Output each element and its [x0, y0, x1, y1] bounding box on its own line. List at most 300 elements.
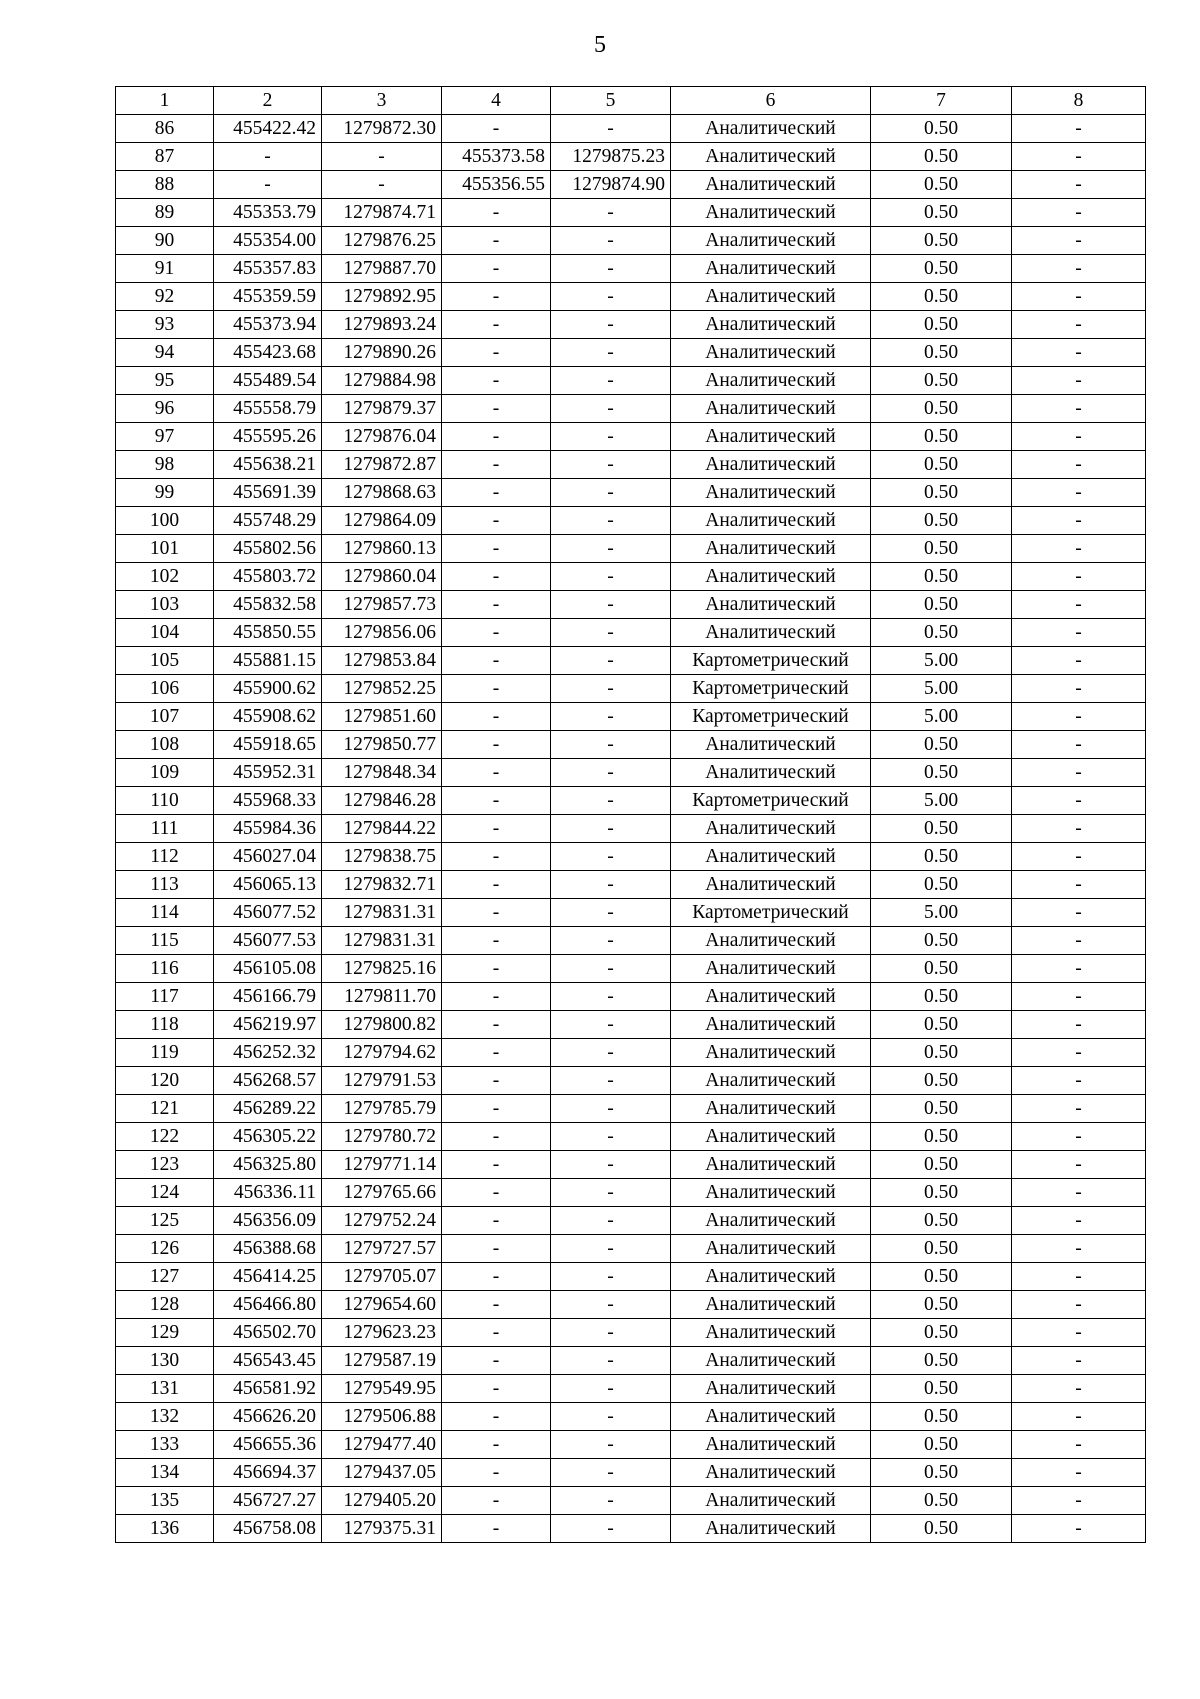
- table-cell: 128: [116, 1291, 214, 1319]
- table-cell: Аналитический: [671, 1431, 871, 1459]
- table-cell: 129: [116, 1319, 214, 1347]
- table-cell: -: [551, 731, 671, 759]
- table-cell: -: [442, 787, 551, 815]
- table-cell: -: [551, 591, 671, 619]
- table-cell: 1279868.63: [322, 479, 442, 507]
- table-cell: -: [442, 1095, 551, 1123]
- table-row: [116, 1263, 1146, 1291]
- table-row: [116, 451, 1146, 479]
- table-cell: -: [551, 1039, 671, 1067]
- table-cell: -: [442, 115, 551, 143]
- table-cell: -: [442, 563, 551, 591]
- table-cell: Аналитический: [671, 171, 871, 199]
- table-row: [116, 171, 1146, 199]
- table-row: [116, 731, 1146, 759]
- table-cell: 455354.00: [214, 227, 322, 255]
- table-cell: -: [442, 675, 551, 703]
- table-cell: -: [442, 367, 551, 395]
- table-cell: Аналитический: [671, 955, 871, 983]
- table-cell: 115: [116, 927, 214, 955]
- table-cell: 117: [116, 983, 214, 1011]
- table-cell: -: [551, 983, 671, 1011]
- table-cell: Аналитический: [671, 1347, 871, 1375]
- table-row: [116, 1459, 1146, 1487]
- table-cell: -: [551, 871, 671, 899]
- table-cell: 456105.08: [214, 955, 322, 983]
- table-cell: -: [214, 143, 322, 171]
- table-row: [116, 423, 1146, 451]
- table-row: [116, 255, 1146, 283]
- table-cell: -: [442, 339, 551, 367]
- table-cell: 91: [116, 255, 214, 283]
- table-cell: -: [551, 1403, 671, 1431]
- table-cell: -: [1012, 423, 1146, 451]
- table-cell: 130: [116, 1347, 214, 1375]
- table-cell: 455373.94: [214, 311, 322, 339]
- table-cell: -: [551, 451, 671, 479]
- table-cell: 455881.15: [214, 647, 322, 675]
- table-cell: Аналитический: [671, 227, 871, 255]
- table-cell: -: [551, 199, 671, 227]
- column-header: 4: [442, 87, 551, 115]
- table-row: [116, 479, 1146, 507]
- table-row: [116, 339, 1146, 367]
- table-cell: 5.00: [871, 647, 1012, 675]
- table-cell: -: [442, 927, 551, 955]
- table-cell: 455357.83: [214, 255, 322, 283]
- table-cell: -: [442, 871, 551, 899]
- table-cell: 100: [116, 507, 214, 535]
- table-cell: -: [1012, 563, 1146, 591]
- table-cell: -: [1012, 311, 1146, 339]
- table-header-row: [116, 87, 1146, 115]
- table-cell: 456336.11: [214, 1179, 322, 1207]
- table-cell: -: [551, 1011, 671, 1039]
- table-cell: 0.50: [871, 927, 1012, 955]
- table-cell: 0.50: [871, 1179, 1012, 1207]
- table-cell: 1279872.30: [322, 115, 442, 143]
- table-cell: 1279887.70: [322, 255, 442, 283]
- table-cell: -: [1012, 787, 1146, 815]
- table-cell: 0.50: [871, 1375, 1012, 1403]
- table-cell: -: [1012, 507, 1146, 535]
- table-cell: 126: [116, 1235, 214, 1263]
- table-cell: Аналитический: [671, 1179, 871, 1207]
- table-cell: 104: [116, 619, 214, 647]
- table-cell: 455748.29: [214, 507, 322, 535]
- table-cell: 99: [116, 479, 214, 507]
- table-cell: 90: [116, 227, 214, 255]
- table-cell: 124: [116, 1179, 214, 1207]
- table-cell: 1279874.71: [322, 199, 442, 227]
- table-cell: Аналитический: [671, 1039, 871, 1067]
- table-cell: -: [551, 1263, 671, 1291]
- table-cell: -: [442, 1431, 551, 1459]
- table-cell: 455373.58: [442, 143, 551, 171]
- table-cell: 1279850.77: [322, 731, 442, 759]
- table-cell: -: [1012, 1459, 1146, 1487]
- table-cell: 0.50: [871, 199, 1012, 227]
- table-row: [116, 619, 1146, 647]
- table-cell: 122: [116, 1123, 214, 1151]
- table-cell: Аналитический: [671, 1515, 871, 1543]
- table-row: [116, 311, 1146, 339]
- table-cell: 1279477.40: [322, 1431, 442, 1459]
- table-cell: -: [551, 843, 671, 871]
- table-cell: 1279838.75: [322, 843, 442, 871]
- table-cell: 102: [116, 563, 214, 591]
- table-cell: -: [442, 1011, 551, 1039]
- table-cell: 456502.70: [214, 1319, 322, 1347]
- table-cell: -: [1012, 451, 1146, 479]
- table-cell: 0.50: [871, 451, 1012, 479]
- table-row: [116, 647, 1146, 675]
- table-cell: 134: [116, 1459, 214, 1487]
- table-cell: -: [442, 479, 551, 507]
- table-cell: 0.50: [871, 843, 1012, 871]
- table-cell: Аналитический: [671, 1319, 871, 1347]
- table-cell: 0.50: [871, 283, 1012, 311]
- table-cell: -: [551, 1459, 671, 1487]
- table-cell: Аналитический: [671, 731, 871, 759]
- table-cell: -: [1012, 1011, 1146, 1039]
- table-row: [116, 871, 1146, 899]
- table-cell: 456077.52: [214, 899, 322, 927]
- table-cell: Аналитический: [671, 843, 871, 871]
- table-cell: Картометрический: [671, 787, 871, 815]
- table-cell: 455353.79: [214, 199, 322, 227]
- table-cell: -: [551, 1151, 671, 1179]
- table-cell: 456356.09: [214, 1207, 322, 1235]
- table-cell: 113: [116, 871, 214, 899]
- table-cell: 0.50: [871, 339, 1012, 367]
- table-row: [116, 899, 1146, 927]
- table-cell: -: [551, 1487, 671, 1515]
- table-cell: 456166.79: [214, 983, 322, 1011]
- table-cell: 125: [116, 1207, 214, 1235]
- table-cell: Аналитический: [671, 479, 871, 507]
- table-cell: 97: [116, 423, 214, 451]
- table-cell: 5.00: [871, 787, 1012, 815]
- table-cell: -: [1012, 1095, 1146, 1123]
- table-cell: 1279785.79: [322, 1095, 442, 1123]
- table-cell: -: [322, 143, 442, 171]
- table-cell: Картометрический: [671, 647, 871, 675]
- table-cell: 1279879.37: [322, 395, 442, 423]
- table-row: [116, 1347, 1146, 1375]
- table-cell: -: [1012, 675, 1146, 703]
- table-cell: 1279860.04: [322, 563, 442, 591]
- table-cell: Аналитический: [671, 1263, 871, 1291]
- table-cell: Аналитический: [671, 1095, 871, 1123]
- table-cell: 86: [116, 115, 214, 143]
- table-cell: 1279832.71: [322, 871, 442, 899]
- table-cell: 0.50: [871, 563, 1012, 591]
- table-cell: 456219.97: [214, 1011, 322, 1039]
- table-cell: -: [442, 1123, 551, 1151]
- table-cell: -: [1012, 367, 1146, 395]
- table-cell: -: [551, 479, 671, 507]
- table-cell: -: [442, 1515, 551, 1543]
- table-cell: -: [1012, 871, 1146, 899]
- table-cell: 92: [116, 283, 214, 311]
- table-cell: 1279654.60: [322, 1291, 442, 1319]
- table-cell: -: [551, 395, 671, 423]
- table-cell: 1279794.62: [322, 1039, 442, 1067]
- table-cell: 0.50: [871, 1067, 1012, 1095]
- table-cell: Аналитический: [671, 1207, 871, 1235]
- table-cell: 1279800.82: [322, 1011, 442, 1039]
- table-row: [116, 199, 1146, 227]
- table-row: [116, 675, 1146, 703]
- table-cell: Аналитический: [671, 563, 871, 591]
- table-cell: -: [551, 507, 671, 535]
- table-cell: 1279623.23: [322, 1319, 442, 1347]
- table-cell: 455900.62: [214, 675, 322, 703]
- table-cell: 1279844.22: [322, 815, 442, 843]
- table-cell: -: [551, 1095, 671, 1123]
- table-cell: -: [551, 1123, 671, 1151]
- table-cell: -: [1012, 1235, 1146, 1263]
- table-cell: 1279892.95: [322, 283, 442, 311]
- table-cell: -: [1012, 1375, 1146, 1403]
- column-header: 5: [551, 87, 671, 115]
- table-row: [116, 1431, 1146, 1459]
- table-cell: 455422.42: [214, 115, 322, 143]
- table-cell: Аналитический: [671, 1403, 871, 1431]
- table-cell: 1279705.07: [322, 1263, 442, 1291]
- table-cell: 456252.32: [214, 1039, 322, 1067]
- table-row: [116, 955, 1146, 983]
- table-cell: 456655.36: [214, 1431, 322, 1459]
- table-row: [116, 927, 1146, 955]
- table-cell: -: [442, 1403, 551, 1431]
- table-cell: 121: [116, 1095, 214, 1123]
- table-cell: Аналитический: [671, 1067, 871, 1095]
- table-cell: 1279780.72: [322, 1123, 442, 1151]
- table-cell: -: [551, 927, 671, 955]
- table-cell: 0.50: [871, 1487, 1012, 1515]
- table-cell: 89: [116, 199, 214, 227]
- table-cell: 0.50: [871, 115, 1012, 143]
- table-cell: -: [551, 563, 671, 591]
- table-row: [116, 115, 1146, 143]
- table-cell: -: [442, 311, 551, 339]
- table-cell: 455558.79: [214, 395, 322, 423]
- table-cell: 0.50: [871, 143, 1012, 171]
- table-row: [116, 535, 1146, 563]
- table-cell: 107: [116, 703, 214, 731]
- table-cell: 456581.92: [214, 1375, 322, 1403]
- table-cell: -: [442, 1067, 551, 1095]
- table-cell: Аналитический: [671, 339, 871, 367]
- table-cell: 456077.53: [214, 927, 322, 955]
- table-cell: Аналитический: [671, 927, 871, 955]
- table-cell: -: [551, 899, 671, 927]
- table-cell: -: [1012, 1039, 1146, 1067]
- table-cell: 0.50: [871, 731, 1012, 759]
- table-cell: Аналитический: [671, 423, 871, 451]
- table-cell: Аналитический: [671, 1123, 871, 1151]
- table-cell: 455908.62: [214, 703, 322, 731]
- table-cell: Аналитический: [671, 535, 871, 563]
- table-cell: 0.50: [871, 1011, 1012, 1039]
- table-cell: 0.50: [871, 311, 1012, 339]
- table-cell: -: [1012, 171, 1146, 199]
- table-cell: 456065.13: [214, 871, 322, 899]
- table-cell: -: [551, 255, 671, 283]
- table-cell: 0.50: [871, 507, 1012, 535]
- table-cell: 5.00: [871, 703, 1012, 731]
- table-cell: 1279791.53: [322, 1067, 442, 1095]
- table-cell: -: [551, 1291, 671, 1319]
- table-cell: 0.50: [871, 619, 1012, 647]
- table-cell: Картометрический: [671, 703, 871, 731]
- table-cell: -: [551, 647, 671, 675]
- table-cell: 455832.58: [214, 591, 322, 619]
- table-cell: -: [1012, 927, 1146, 955]
- table-cell: 0.50: [871, 227, 1012, 255]
- table-cell: -: [442, 1151, 551, 1179]
- table-cell: -: [442, 1319, 551, 1347]
- table-cell: 0.50: [871, 479, 1012, 507]
- table-cell: 1279765.66: [322, 1179, 442, 1207]
- table-cell: -: [551, 1067, 671, 1095]
- table-cell: -: [1012, 619, 1146, 647]
- table-cell: 455850.55: [214, 619, 322, 647]
- table-cell: 120: [116, 1067, 214, 1095]
- table-cell: 0.50: [871, 1095, 1012, 1123]
- column-header: 2: [214, 87, 322, 115]
- table-cell: -: [1012, 115, 1146, 143]
- table-cell: 0.50: [871, 1151, 1012, 1179]
- table-cell: 455802.56: [214, 535, 322, 563]
- table-cell: -: [442, 1179, 551, 1207]
- table-cell: -: [442, 647, 551, 675]
- table-cell: 0.50: [871, 535, 1012, 563]
- table-cell: 456758.08: [214, 1515, 322, 1543]
- table-cell: 455595.26: [214, 423, 322, 451]
- table-cell: -: [442, 619, 551, 647]
- table-cell: -: [442, 423, 551, 451]
- table-cell: 1279851.60: [322, 703, 442, 731]
- table-cell: 456305.22: [214, 1123, 322, 1151]
- table-cell: 1279884.98: [322, 367, 442, 395]
- table-cell: Аналитический: [671, 451, 871, 479]
- table-cell: 0.50: [871, 983, 1012, 1011]
- table-cell: 0.50: [871, 395, 1012, 423]
- table-cell: 1279860.13: [322, 535, 442, 563]
- table-cell: 456289.22: [214, 1095, 322, 1123]
- table-cell: -: [442, 759, 551, 787]
- table-cell: 0.50: [871, 1039, 1012, 1067]
- table-cell: Аналитический: [671, 815, 871, 843]
- table-cell: 0.50: [871, 1235, 1012, 1263]
- table-cell: 109: [116, 759, 214, 787]
- table-cell: -: [1012, 815, 1146, 843]
- page-number: 5: [594, 32, 606, 58]
- table-cell: -: [551, 227, 671, 255]
- table-cell: 0.50: [871, 171, 1012, 199]
- table-cell: -: [551, 1347, 671, 1375]
- table-cell: 1279549.95: [322, 1375, 442, 1403]
- table-cell: -: [1012, 759, 1146, 787]
- table-row: [116, 563, 1146, 591]
- table-cell: 455984.36: [214, 815, 322, 843]
- table-cell: 5.00: [871, 899, 1012, 927]
- table-row: [116, 703, 1146, 731]
- table-cell: Картометрический: [671, 899, 871, 927]
- table-cell: 0.50: [871, 255, 1012, 283]
- table-cell: -: [551, 1319, 671, 1347]
- table-cell: -: [442, 983, 551, 1011]
- table-cell: 455489.54: [214, 367, 322, 395]
- table-cell: 456543.45: [214, 1347, 322, 1375]
- table-row: [116, 1207, 1146, 1235]
- table-cell: Аналитический: [671, 591, 871, 619]
- table-cell: 455952.31: [214, 759, 322, 787]
- table-cell: 1279405.20: [322, 1487, 442, 1515]
- table-cell: -: [551, 367, 671, 395]
- table-cell: 1279864.09: [322, 507, 442, 535]
- table-cell: 1279857.73: [322, 591, 442, 619]
- table-row: [116, 1095, 1146, 1123]
- table-row: [116, 1291, 1146, 1319]
- table-cell: 101: [116, 535, 214, 563]
- table-cell: -: [442, 255, 551, 283]
- table-cell: 1279771.14: [322, 1151, 442, 1179]
- table-cell: -: [442, 1039, 551, 1067]
- table-cell: 1279872.87: [322, 451, 442, 479]
- table-row: [116, 283, 1146, 311]
- table-cell: 455918.65: [214, 731, 322, 759]
- column-header: 7: [871, 87, 1012, 115]
- table-row: [116, 1067, 1146, 1095]
- table-cell: -: [442, 1235, 551, 1263]
- table-cell: -: [442, 1291, 551, 1319]
- table-cell: 1279874.90: [551, 171, 671, 199]
- table-cell: 0.50: [871, 1459, 1012, 1487]
- table-cell: 1279587.19: [322, 1347, 442, 1375]
- table-cell: 0.50: [871, 871, 1012, 899]
- table-cell: -: [1012, 1263, 1146, 1291]
- table-row: [116, 1319, 1146, 1347]
- table-cell: -: [551, 787, 671, 815]
- table-cell: -: [1012, 1431, 1146, 1459]
- table-cell: -: [1012, 955, 1146, 983]
- table-cell: 123: [116, 1151, 214, 1179]
- table-cell: 135: [116, 1487, 214, 1515]
- table-cell: 1279890.26: [322, 339, 442, 367]
- table-cell: 110: [116, 787, 214, 815]
- table-cell: -: [551, 675, 671, 703]
- table-cell: 1279506.88: [322, 1403, 442, 1431]
- table-cell: 456268.57: [214, 1067, 322, 1095]
- table-cell: 0.50: [871, 815, 1012, 843]
- table-cell: Аналитический: [671, 1151, 871, 1179]
- table-cell: 455423.68: [214, 339, 322, 367]
- table-cell: -: [442, 1459, 551, 1487]
- table-cell: Аналитический: [671, 395, 871, 423]
- table-cell: 0.50: [871, 367, 1012, 395]
- table-cell: -: [442, 731, 551, 759]
- table-cell: -: [551, 815, 671, 843]
- table-cell: -: [1012, 1515, 1146, 1543]
- table-cell: 132: [116, 1403, 214, 1431]
- table-cell: 455968.33: [214, 787, 322, 815]
- table-cell: 0.50: [871, 1347, 1012, 1375]
- table-cell: -: [551, 423, 671, 451]
